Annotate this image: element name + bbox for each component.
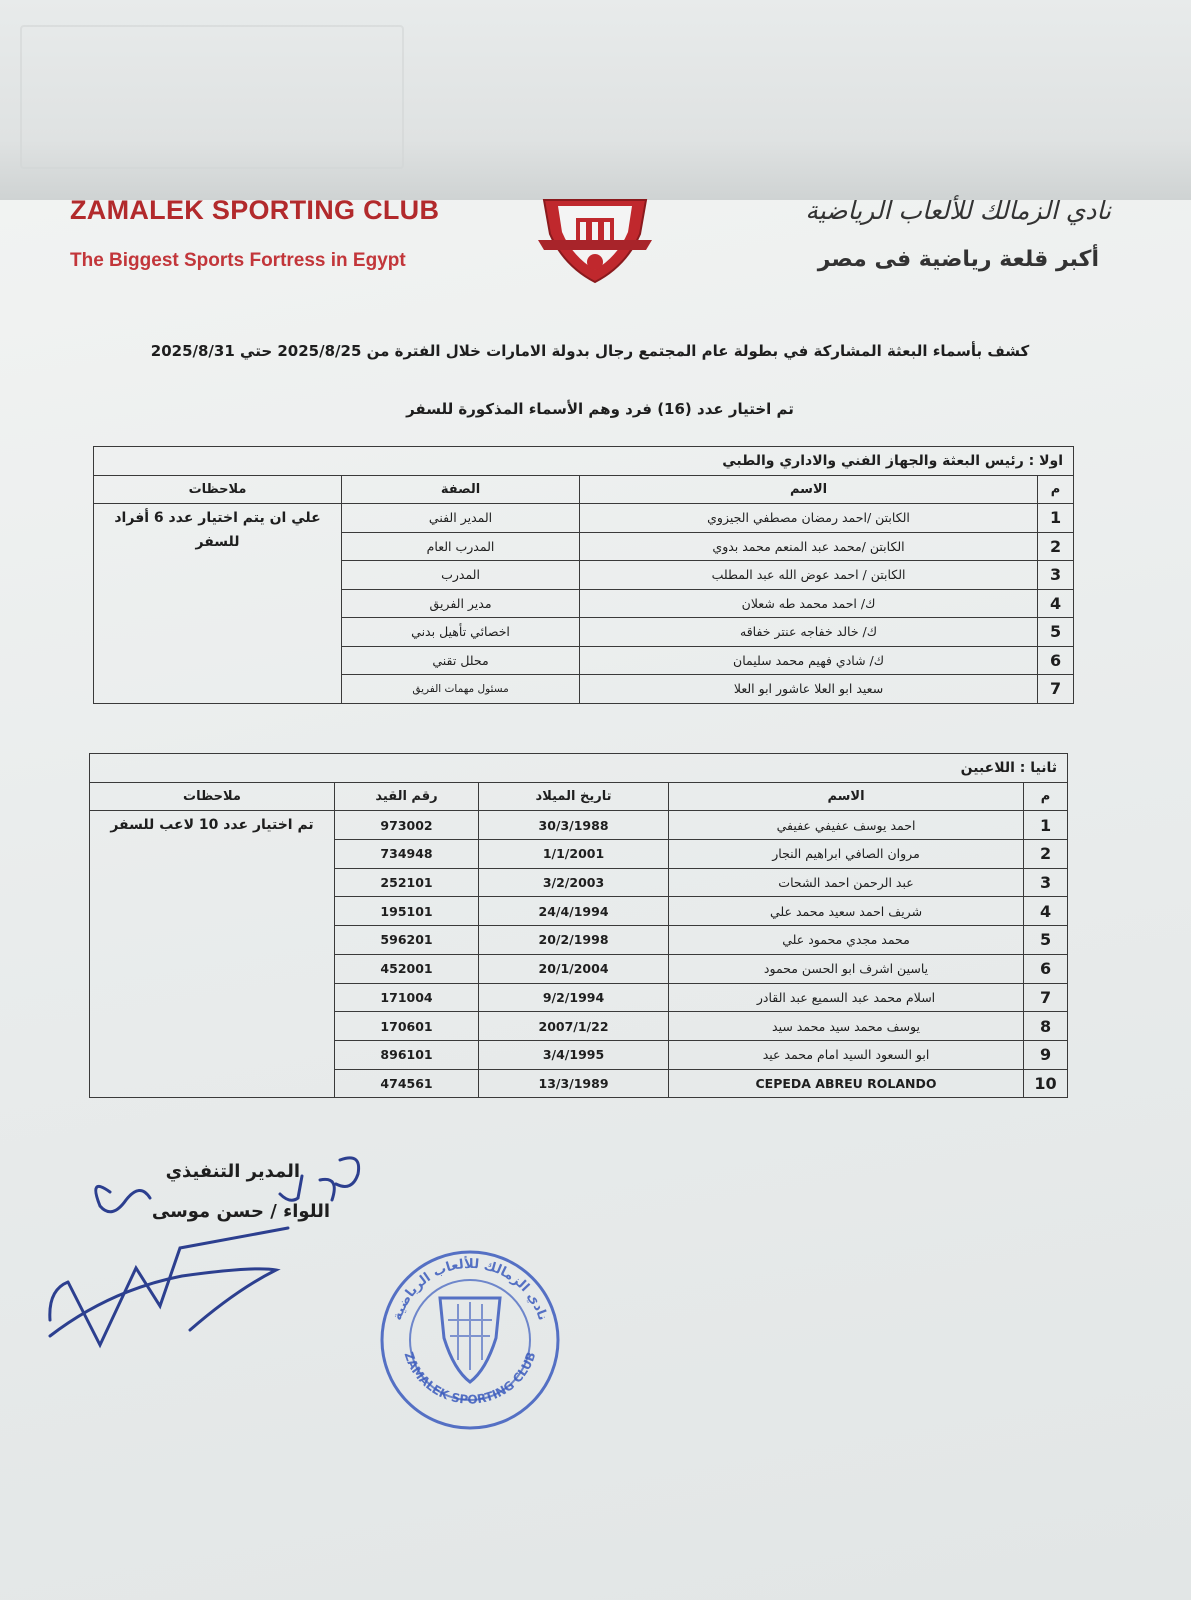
row-number: 10 — [1024, 1069, 1068, 1098]
staff-section-title-row — [94, 447, 1074, 476]
player-reg-number: 170601 — [335, 1012, 479, 1041]
player-name: يوسف محمد سيد محمد سيد — [669, 1012, 1024, 1041]
folded-page-edge — [0, 0, 1191, 201]
player-name: مروان الصافي ابراهيم النجار — [669, 840, 1024, 869]
row-number: 6 — [1024, 954, 1068, 983]
handwritten-signature — [40, 1140, 390, 1370]
club-slogan-en: The Biggest Sports Fortress in Egypt — [70, 250, 406, 271]
staff-notes: علي ان يتم اختيار عدد 6 أفراد للسفر — [94, 504, 342, 704]
staff-col-num: م — [1038, 475, 1074, 504]
staff-role: المدرب العام — [342, 532, 580, 561]
row-number: 1 — [1038, 504, 1074, 533]
staff-name: سعيد ابو العلا عاشور ابو العلا — [580, 675, 1038, 704]
club-slogan-ar: أكبر قلعة رياضية فى مصر — [817, 247, 1099, 272]
players-section-title: ثانيا : اللاعبين — [90, 754, 1068, 783]
row-number: 9 — [1024, 1040, 1068, 1069]
stamp-text-ar: نادي الزمالك للألعاب الرياضية — [390, 1256, 551, 1323]
player-reg-number: 252101 — [335, 868, 479, 897]
player-reg-number: 195101 — [335, 897, 479, 926]
player-name: اسلام محمد عبد السميع عبد القادر — [669, 983, 1024, 1012]
staff-name: الكابتن /محمد عبد المنعم محمد بدوي — [580, 532, 1038, 561]
staff-role: المدرب — [342, 561, 580, 590]
player-dob: 24/4/1994 — [479, 897, 669, 926]
staff-col-role: الصفة — [342, 475, 580, 504]
player-dob: 3/2/2003 — [479, 868, 669, 897]
document-subheading: تم اختيار عدد (16) فرد وهم الأسماء المذكورة للسفر — [406, 400, 794, 418]
row-number: 5 — [1024, 926, 1068, 955]
players-col-dob: تاريخ الميلاد — [479, 782, 669, 811]
player-reg-number: 596201 — [335, 926, 479, 955]
player-name: CEPEDA ABREU ROLANDO — [669, 1069, 1024, 1098]
club-name-en: ZAMALEK SPORTING CLUB — [70, 195, 440, 225]
row-number: 7 — [1024, 983, 1068, 1012]
player-dob: 20/2/1998 — [479, 926, 669, 955]
row-number: 7 — [1038, 675, 1074, 704]
signatory-title: المدير التنفيذي — [165, 1161, 300, 1182]
staff-table — [93, 446, 1074, 704]
bleed-through-mark — [20, 25, 404, 169]
row-number: 3 — [1024, 868, 1068, 897]
player-dob: 9/2/1994 — [479, 983, 669, 1012]
staff-role: محلل تقني — [342, 646, 580, 675]
row-number: 2 — [1038, 532, 1074, 561]
staff-col-name: الاسم — [580, 475, 1038, 504]
table-row — [90, 811, 1068, 840]
players-table — [89, 753, 1068, 1098]
document-heading: كشف بأسماء البعثة المشاركة في بطولة عام المجتمع رجال بدولة الامارات خلال الفترة من 2025/8/25 حتي 2025/8/31 — [150, 342, 1030, 360]
row-number: 4 — [1038, 589, 1074, 618]
staff-name: ك/ احمد محمد طه شعلان — [580, 589, 1038, 618]
row-number: 1 — [1024, 811, 1068, 840]
staff-name: الكابتن / احمد عوض الله عبد المطلب — [580, 561, 1038, 590]
players-col-name: الاسم — [669, 782, 1024, 811]
players-section-title-row — [90, 754, 1068, 783]
staff-name: ك/ شادي فهيم محمد سليمان — [580, 646, 1038, 675]
staff-role: اخصائي تأهيل بدني — [342, 618, 580, 647]
players-col-reg: رقم القيد — [335, 782, 479, 811]
player-reg-number: 973002 — [335, 811, 479, 840]
stamp-text-en: ZAMALEK SPORTING CLUB — [401, 1350, 539, 1407]
staff-name: ك/ خالد خفاجه عنتر خفاقه — [580, 618, 1038, 647]
player-name: ابو السعود السيد امام محمد عيد — [669, 1040, 1024, 1069]
row-number: 3 — [1038, 561, 1074, 590]
player-reg-number: 896101 — [335, 1040, 479, 1069]
player-name: شريف احمد سعيد محمد علي — [669, 897, 1024, 926]
staff-section-title: اولا : رئيس البعثة والجهاز الفني والاداري والطبي — [94, 447, 1074, 476]
staff-col-notes: ملاحظات — [94, 475, 342, 504]
players-notes: تم اختيار عدد 10 لاعب للسفر — [90, 811, 335, 1098]
row-number: 5 — [1038, 618, 1074, 647]
player-name: ياسين اشرف ابو الحسن محمود — [669, 954, 1024, 983]
row-number: 6 — [1038, 646, 1074, 675]
player-dob: 13/3/1989 — [479, 1069, 669, 1098]
club-name-ar: نادي الزمالك للألعاب الرياضية — [805, 196, 1111, 225]
table-row — [94, 504, 1074, 533]
staff-name: الكابتن /احمد رمضان مصطفي الجيزوي — [580, 504, 1038, 533]
player-name: محمد مجدي محمود علي — [669, 926, 1024, 955]
player-reg-number: 171004 — [335, 983, 479, 1012]
player-dob: 20/1/2004 — [479, 954, 669, 983]
player-reg-number: 474561 — [335, 1069, 479, 1098]
staff-role: المدير الفني — [342, 504, 580, 533]
staff-role: مدير الفريق — [342, 589, 580, 618]
club-stamp — [370, 1240, 570, 1440]
player-dob: 1/1/2001 — [479, 840, 669, 869]
signatory-name: اللواء / حسن موسى — [151, 1201, 330, 1222]
staff-header-row — [94, 475, 1074, 504]
row-number: 2 — [1024, 840, 1068, 869]
club-crest-logo — [536, 196, 654, 284]
player-name: عبد الرحمن احمد الشحات — [669, 868, 1024, 897]
staff-role: مسئول مهمات الفريق — [342, 675, 580, 704]
player-name: احمد يوسف عفيفي عفيفي — [669, 811, 1024, 840]
player-dob: 30/3/1988 — [479, 811, 669, 840]
player-dob: 3/4/1995 — [479, 1040, 669, 1069]
players-header-row — [90, 782, 1068, 811]
row-number: 8 — [1024, 1012, 1068, 1041]
player-reg-number: 452001 — [335, 954, 479, 983]
players-col-num: م — [1024, 782, 1068, 811]
player-dob: 2007/1/22 — [479, 1012, 669, 1041]
row-number: 4 — [1024, 897, 1068, 926]
players-col-notes: ملاحظات — [90, 782, 335, 811]
player-reg-number: 734948 — [335, 840, 479, 869]
